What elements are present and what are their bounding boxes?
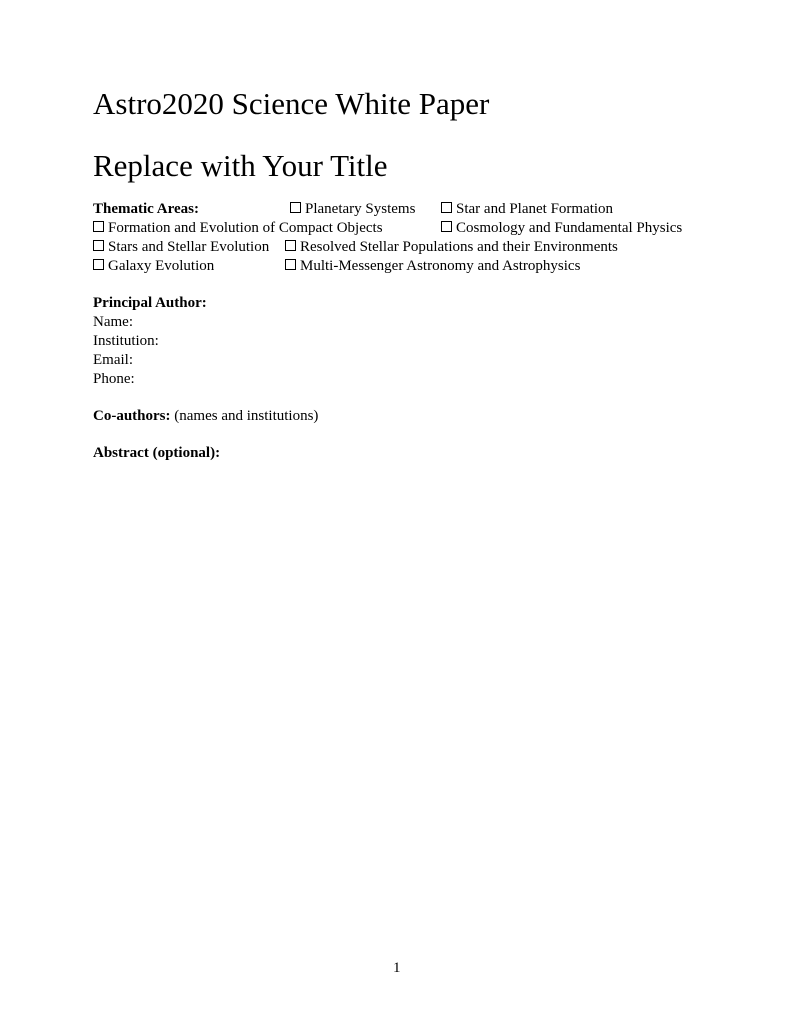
checkbox-icon[interactable] (93, 221, 104, 232)
checkbox-icon[interactable] (285, 259, 296, 270)
page-number: 1 (393, 960, 401, 976)
checkbox-icon[interactable] (93, 240, 104, 251)
coauthors-line: Co-authors: (names and institutions) (93, 408, 319, 424)
area-compact-objects[interactable]: Formation and Evolution of Compact Objects (93, 219, 383, 238)
checkbox-icon[interactable] (93, 259, 104, 270)
area-resolved-populations[interactable]: Resolved Stellar Populations and their Environments (285, 238, 618, 257)
checkbox-icon[interactable] (441, 202, 452, 213)
page-title: Replace with Your Title (93, 148, 388, 183)
name-field-label: Name: (93, 314, 133, 330)
area-multi-messenger[interactable]: Multi-Messenger Astronomy and Astrophysics (285, 257, 580, 276)
area-planetary-systems[interactable]: Planetary Systems (290, 200, 415, 219)
abstract-label: Abstract (optional): (93, 445, 221, 461)
area-stellar-evolution[interactable]: Stars and Stellar Evolution (93, 238, 269, 257)
checkbox-icon[interactable] (285, 240, 296, 251)
principal-author-heading: Principal Author: (93, 295, 207, 311)
checkbox-icon[interactable] (441, 221, 452, 232)
area-galaxy-evolution[interactable]: Galaxy Evolution (93, 257, 214, 276)
thematic-areas-label: Thematic Areas: (93, 201, 199, 217)
email-field-label: Email: (93, 352, 133, 368)
checkbox-icon[interactable] (290, 202, 301, 213)
phone-field-label: Phone: (93, 371, 135, 387)
institution-field-label: Institution: (93, 333, 159, 349)
area-star-planet-formation[interactable]: Star and Planet Formation (441, 200, 613, 219)
area-cosmology[interactable]: Cosmology and Fundamental Physics (441, 219, 682, 238)
document-header: Astro2020 Science White Paper (93, 86, 490, 121)
